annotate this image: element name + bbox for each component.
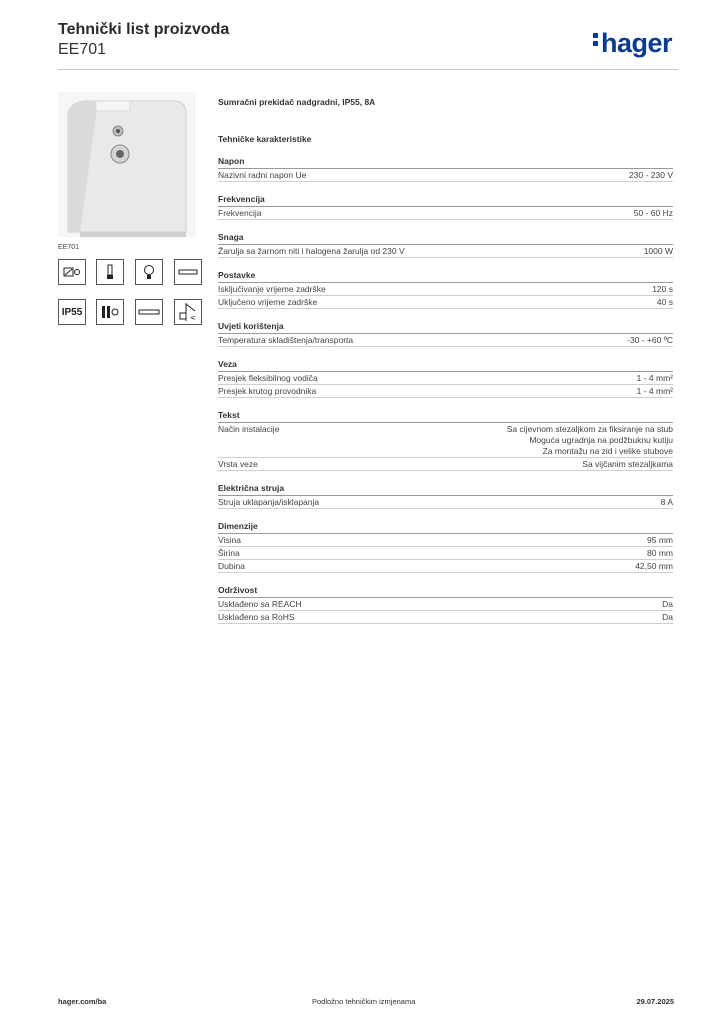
spec-value: Sa vijčanim stezaljkama bbox=[582, 459, 673, 469]
spec-value: 95 mm bbox=[647, 535, 673, 545]
spec-label: Isključivanje vrijeme zadrške bbox=[218, 284, 326, 294]
spec-label: Usklađeno sa RoHS bbox=[218, 612, 295, 622]
spec-group bbox=[218, 585, 673, 624]
spec-row bbox=[218, 496, 673, 509]
spec-group bbox=[218, 270, 673, 309]
spec-group bbox=[218, 232, 673, 258]
spec-label: Frekvencija bbox=[218, 208, 262, 218]
spec-group bbox=[218, 410, 673, 471]
spec-row bbox=[218, 598, 673, 611]
spec-row bbox=[218, 611, 673, 624]
spec-value: 50 - 60 Hz bbox=[633, 208, 673, 218]
spec-label: Širina bbox=[218, 548, 240, 558]
spec-label: Visina bbox=[218, 535, 241, 545]
spec-row bbox=[218, 334, 673, 347]
footer-date: 29.07.2025 bbox=[636, 997, 674, 1006]
spec-value: 1 - 4 mm² bbox=[636, 386, 673, 396]
spec-row bbox=[218, 385, 673, 398]
mounting-icon bbox=[96, 299, 124, 325]
spec-label: Žarulja sa žarnom niti i halogena žarulja od 230 V bbox=[218, 246, 405, 256]
spec-value: 42,50 mm bbox=[635, 561, 673, 571]
spec-label: Presjek fleksibilnog vodiča bbox=[218, 373, 318, 383]
spec-value: 80 mm bbox=[647, 548, 673, 558]
spec-group bbox=[218, 483, 673, 509]
svg-text:<: < bbox=[190, 314, 196, 322]
spec-row bbox=[218, 245, 673, 258]
spec-group bbox=[218, 321, 673, 347]
spec-group-title: Dimenzije bbox=[218, 521, 673, 534]
spec-row bbox=[218, 547, 673, 560]
spec-value: 1 - 4 mm² bbox=[636, 373, 673, 383]
fluorescent-lamp-icon bbox=[96, 259, 124, 285]
wall-mount-icon bbox=[174, 299, 202, 325]
image-caption: EE701 bbox=[58, 244, 80, 251]
product-image bbox=[58, 92, 196, 237]
spec-value: 230 - 230 V bbox=[629, 170, 673, 180]
spec-label: Dubina bbox=[218, 561, 245, 571]
spec-value: Da bbox=[662, 599, 673, 609]
twilight-switch-image bbox=[58, 92, 196, 237]
spec-row bbox=[218, 207, 673, 220]
light-sensor-icon bbox=[58, 259, 86, 285]
hager-logo bbox=[593, 28, 672, 59]
rail-icon bbox=[135, 299, 163, 325]
spec-row bbox=[218, 534, 673, 547]
page-header bbox=[58, 20, 678, 68]
footer-website-link[interactable]: hager.com/ba bbox=[58, 997, 107, 1006]
header-divider bbox=[58, 69, 678, 70]
document-title: Tehnički list proizvoda bbox=[58, 21, 230, 38]
spec-label: Uključeno vrijeme zadrške bbox=[218, 297, 318, 307]
spec-group-title: Frekvencija bbox=[218, 194, 673, 207]
spec-group bbox=[218, 521, 673, 573]
spec-label: Nazivni radni napon Ue bbox=[218, 170, 307, 180]
spec-group bbox=[218, 156, 673, 182]
spec-label: Usklađeno sa REACH bbox=[218, 599, 302, 609]
spec-value: 120 s bbox=[652, 284, 673, 294]
spec-group-title: Tekst bbox=[218, 410, 673, 423]
light-bulb-icon bbox=[135, 259, 163, 285]
spec-group-title: Uvjeti korištenja bbox=[218, 321, 673, 334]
din-rail-icon bbox=[174, 259, 202, 285]
spec-value: Da bbox=[662, 612, 673, 622]
spec-row bbox=[218, 296, 673, 309]
spec-value: -30 - +60 ºC bbox=[627, 335, 673, 345]
spec-value: Sa cijevnom stezaljkom za fiksiranje na stub Moguća ugradnja na podžbuknu kutiju Za montažu na zid i velike stubove bbox=[506, 424, 673, 456]
logo-dots-icon bbox=[593, 30, 599, 49]
spec-group-title: Električna struja bbox=[218, 483, 673, 496]
product-code: EE701 bbox=[58, 41, 107, 58]
spec-group-title: Veza bbox=[218, 359, 673, 372]
spec-row bbox=[218, 458, 673, 471]
spec-group-title: Napon bbox=[218, 156, 673, 169]
spec-group-title: Snaga bbox=[218, 232, 673, 245]
spec-row bbox=[218, 423, 673, 458]
spec-group-title: Održivost bbox=[218, 585, 673, 598]
spec-label: Presjek krutog provodnika bbox=[218, 386, 317, 396]
spec-group bbox=[218, 359, 673, 398]
technical-content bbox=[218, 97, 673, 624]
ip55-badge: IP55 bbox=[58, 299, 86, 325]
logo-text: hager bbox=[600, 28, 672, 58]
spec-group bbox=[218, 194, 673, 220]
spec-value: 40 s bbox=[656, 297, 673, 307]
product-name: Sumračni prekidač nadgradni, IP55, 8A bbox=[218, 97, 376, 107]
spec-group-title: Postavke bbox=[218, 270, 673, 283]
spec-value: 8 A bbox=[660, 497, 673, 507]
spec-row bbox=[218, 372, 673, 385]
characteristics-groups bbox=[218, 156, 673, 624]
spec-value: 1000 W bbox=[643, 246, 673, 256]
footer-note: Podložno tehničkim izmjenama bbox=[312, 997, 416, 1006]
spec-row bbox=[218, 560, 673, 573]
spec-label: Struja uklapanja/isklapanja bbox=[218, 497, 320, 507]
spec-row bbox=[218, 169, 673, 182]
spec-label: Temperatura skladištenja/transporta bbox=[218, 335, 354, 345]
spec-label: Vrsta veze bbox=[218, 459, 258, 469]
spec-row bbox=[218, 283, 673, 296]
spec-label: Način instalacije bbox=[218, 424, 280, 434]
characteristics-heading: Tehničke karakteristike bbox=[218, 134, 312, 144]
